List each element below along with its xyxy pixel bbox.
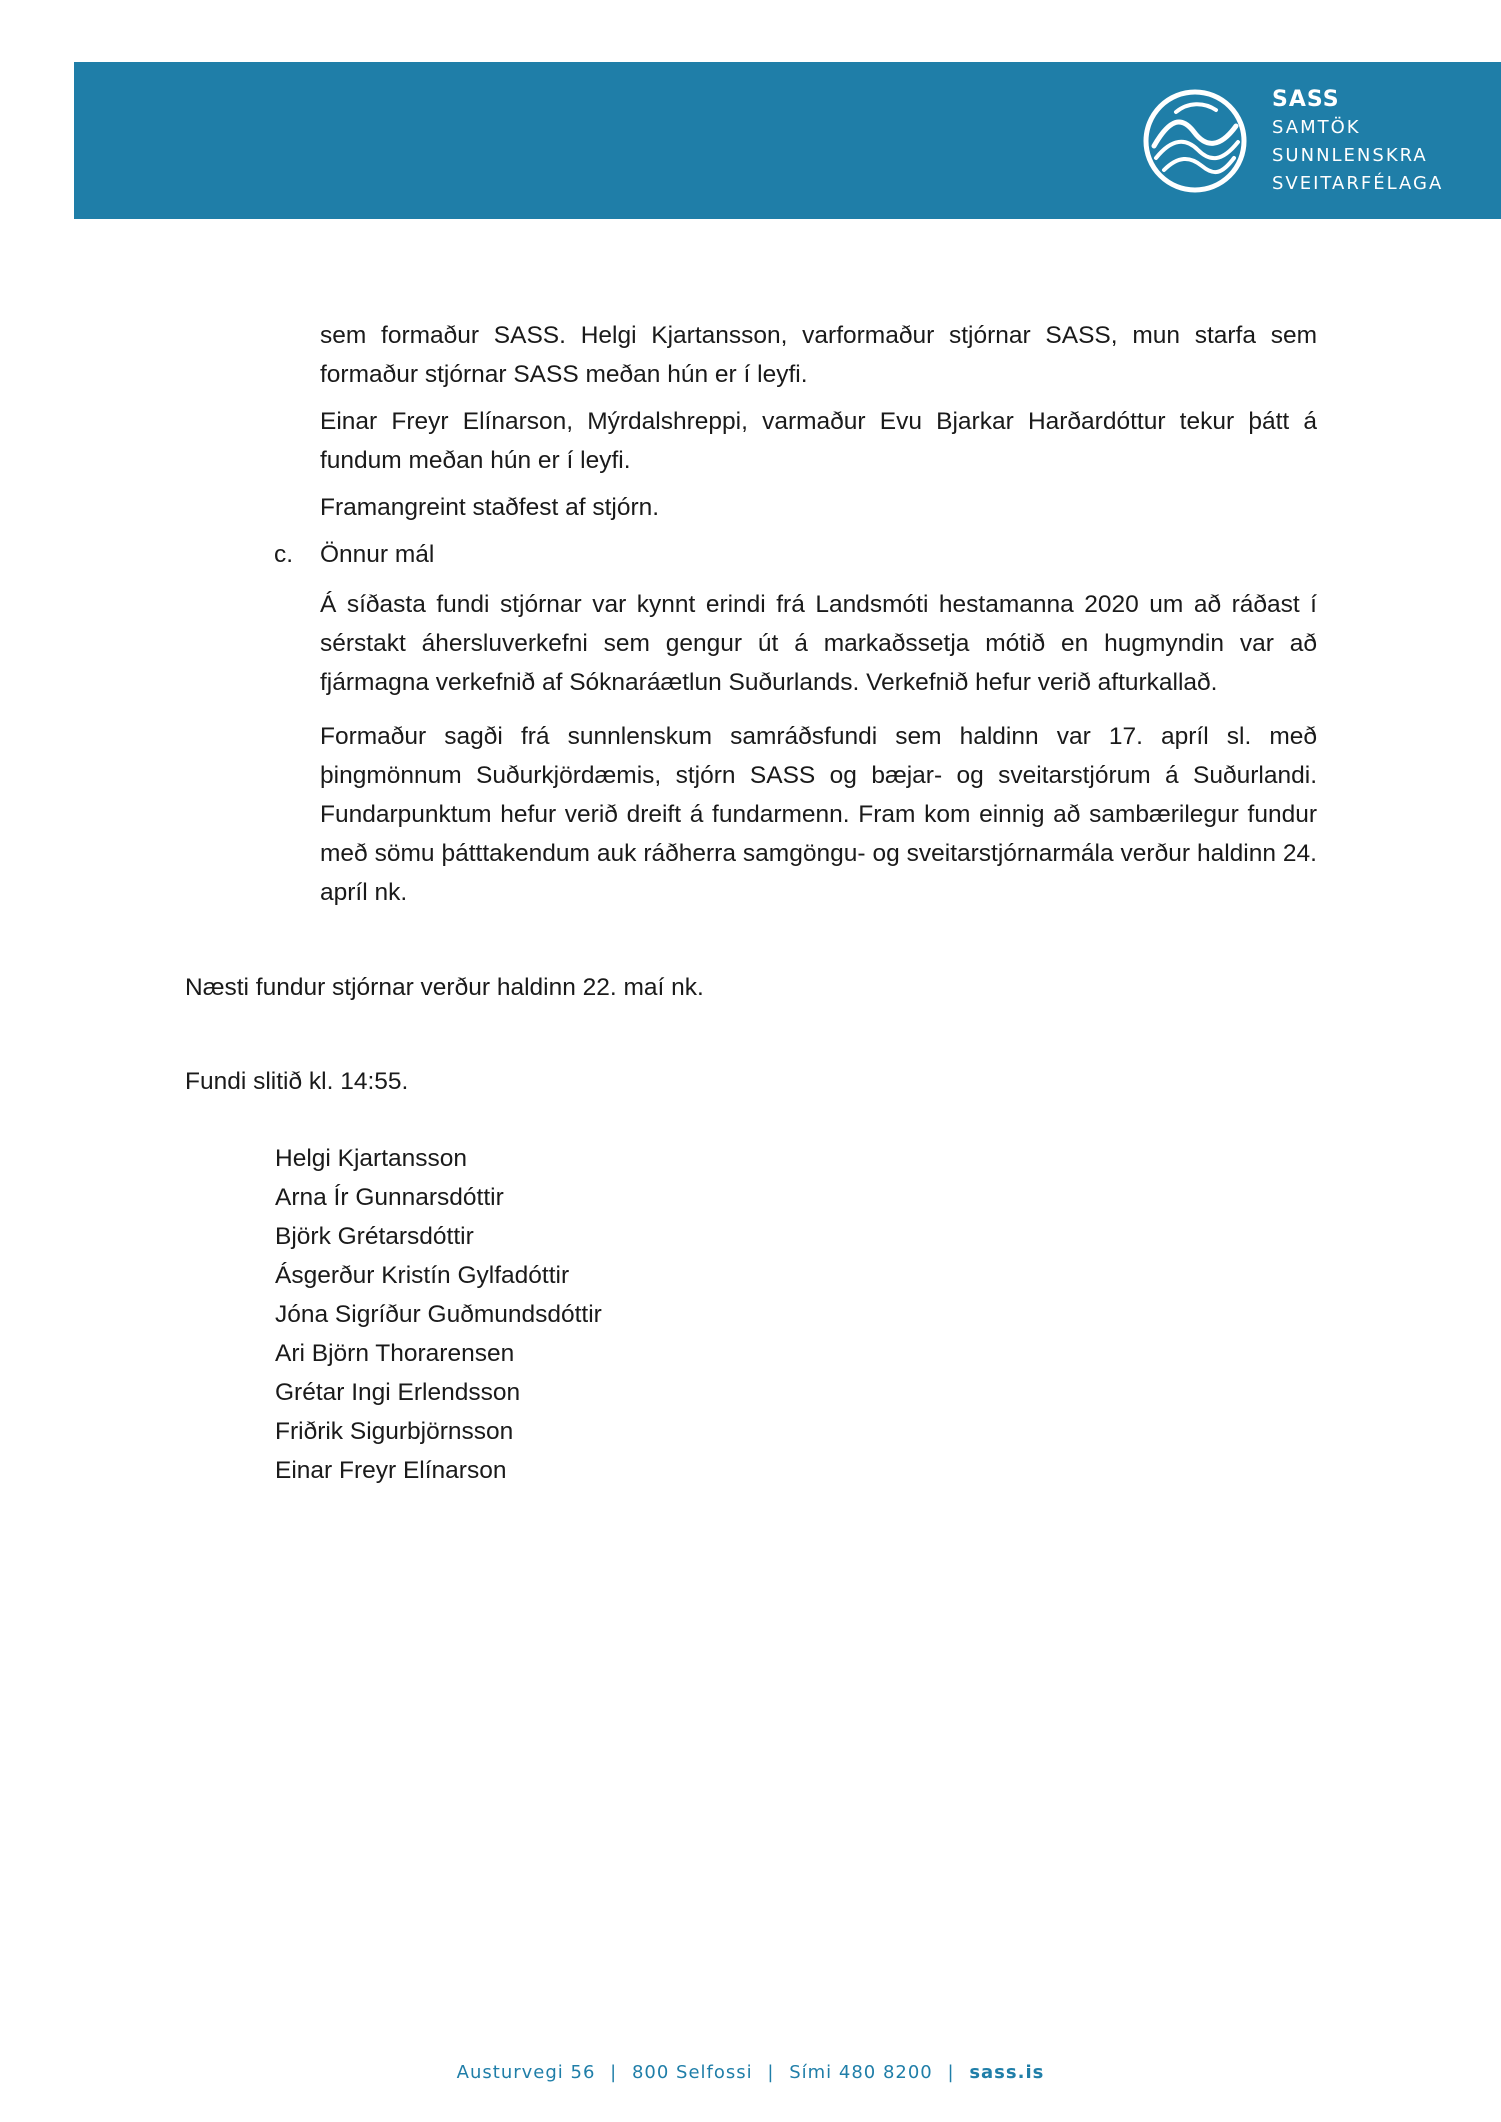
footer-separator: | <box>947 2062 955 2083</box>
footer-separator: | <box>767 2062 775 2083</box>
paragraph-1: sem formaður SASS. Helgi Kjartansson, varformaður stjórnar SASS, mun starfa sem formaður stjórnar SASS meðan hún er í leyfi. <box>320 322 1317 388</box>
footer-separator: | <box>610 2062 618 2083</box>
footer-website-link[interactable]: sass.is <box>969 2062 1045 2083</box>
signer: Grétar Ingi Erlendsson <box>275 1379 521 1406</box>
paragraph-3: Framangreint staðfest af stjórn. <box>320 494 660 521</box>
signer: Ásgerður Kristín Gylfadóttir <box>275 1262 570 1289</box>
footer <box>0 2062 1501 2083</box>
signer: Jóna Sigríður Guðmundsdóttir <box>275 1301 602 1328</box>
signers-list <box>275 1139 602 1490</box>
logo-wordmark <box>1272 86 1443 198</box>
brand-line-3: SVEITARFÉLAGA <box>1272 173 1444 194</box>
signer: Helgi Kjartansson <box>275 1145 468 1172</box>
brand-line-1: SAMTÖK <box>1272 117 1361 138</box>
signer: Einar Freyr Elínarson <box>275 1457 507 1484</box>
signer: Björk Grétarsdóttir <box>275 1223 474 1250</box>
brand-name: SASS <box>1272 87 1340 112</box>
paragraph-5: Formaður sagði frá sunnlenskum samráðsfundi sem haldinn var 17. apríl sl. með þingmönnum Suðurkjördæmis, stjórn SASS og bæjar- og sveitarstjórum á Suðurlandi. Fundarpunktum hefur verið dreift á fundarmenn. Fram kom einnig að sambærilegur fundur með sömu þátttakendum auk ráðherra samgöngu- og sveitarstjórnarmála verður haldinn 24. apríl nk. <box>320 723 1317 906</box>
item-c-title: Önnur mál <box>320 541 435 568</box>
signer: Friðrik Sigurbjörnsson <box>275 1418 514 1445</box>
footer-address: Austurvegi 56 <box>456 2062 596 2083</box>
footer-postal: 800 Selfossi <box>631 2062 753 2083</box>
paragraph-4: Á síðasta fundi stjórnar var kynnt erindi frá Landsmóti hestamanna 2020 um að ráðast í sérstakt áhersluverkefni sem gengur út á markaðssetja mótið en hugmyndin var að fjármagna verkefnið af Sóknaráætlun Suðurlands. Verkefnið hefur verið afturkallað. <box>320 591 1317 696</box>
paragraph-2: Einar Freyr Elínarson, Mýrdalshreppi, varmaður Evu Bjarkar Harðardóttur tekur þátt á fundum meðan hún er í leyfi. <box>320 408 1317 474</box>
signer: Arna Ír Gunnarsdóttir <box>275 1184 504 1211</box>
sass-logo-icon <box>1142 88 1248 194</box>
brand-line-2: SUNNLENSKRA <box>1272 145 1428 166</box>
signer: Ari Björn Thorarensen <box>275 1340 515 1367</box>
footer-phone: Sími 480 8200 <box>789 2062 933 2083</box>
item-c-letter: c. <box>274 541 294 568</box>
meeting-closed: Fundi slitið kl. 14:55. <box>185 1068 409 1095</box>
next-meeting: Næsti fundur stjórnar verður haldinn 22. maí nk. <box>185 974 704 1001</box>
